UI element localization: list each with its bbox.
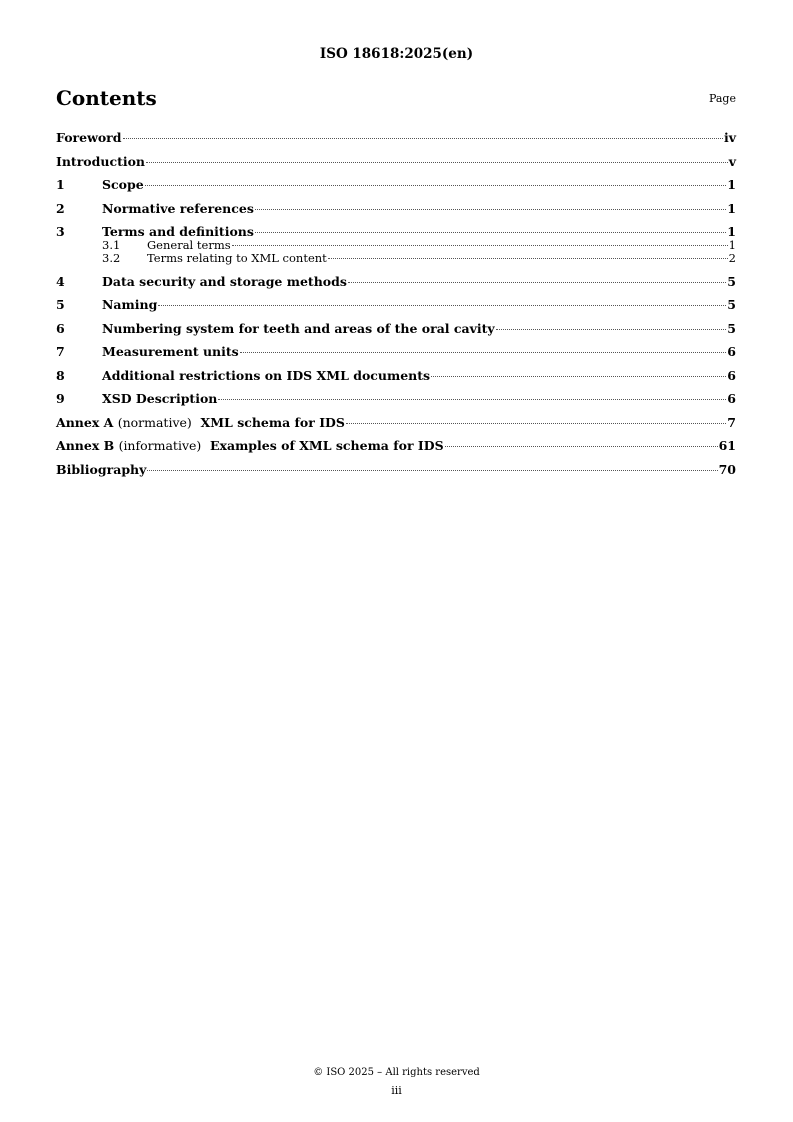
annex-label: Annex A — [56, 414, 114, 430]
toc-entry-clause-9[interactable] — [56, 391, 736, 406]
toc-subentry-title: Terms relating to XML content — [147, 251, 327, 265]
toc-entry-clause-3[interactable] — [56, 224, 736, 239]
toc-entry-page: 1 — [727, 200, 736, 216]
annex-title: Examples of XML schema for IDS — [210, 438, 444, 453]
toc-entry-page: 7 — [727, 414, 736, 430]
leader-dots — [218, 399, 726, 400]
toc-entry-title: Normative references — [102, 200, 254, 216]
annex-label: Annex B — [56, 438, 115, 453]
annex-type: (informative) — [118, 438, 202, 453]
toc-subentry-number: 3.1 — [102, 238, 121, 252]
document-id-header: ISO 18618:2025(en) — [319, 46, 474, 62]
toc-entry-clause-2[interactable] — [56, 201, 736, 216]
toc-entry-annex-b[interactable] — [56, 438, 736, 453]
toc-entry-page: 5 — [727, 273, 736, 289]
toc-subentry-number: 3.2 — [102, 251, 121, 265]
toc-entry-title: Introduction — [56, 153, 146, 169]
leader-dots — [348, 282, 726, 283]
table-of-contents — [56, 130, 736, 485]
toc-entry-title: Naming — [102, 297, 158, 312]
toc-entry-clause-4[interactable] — [56, 274, 736, 289]
toc-subentry-page: 2 — [728, 251, 736, 265]
toc-entry-title: Foreword — [56, 130, 122, 145]
toc-entry-number: 5 — [56, 297, 65, 312]
leader-dots — [496, 329, 727, 330]
toc-subentries-clause-3 — [56, 239, 736, 265]
leader-dots — [145, 185, 727, 186]
toc-entry-title: Terms and definitions — [102, 224, 254, 239]
toc-entry-number: 8 — [56, 367, 65, 383]
toc-entry-introduction[interactable] — [56, 154, 736, 169]
toc-entry-page: v — [728, 153, 736, 169]
toc-entry-foreword[interactable] — [56, 130, 736, 145]
toc-entry-title: Data security and storage methods — [102, 273, 347, 289]
toc-entry-clause-1[interactable] — [56, 177, 736, 192]
page-number: iii — [391, 1084, 402, 1097]
toc-subentry-page: 1 — [728, 238, 736, 252]
toc-entry-clause-7[interactable] — [56, 344, 736, 359]
leader-dots — [158, 305, 726, 306]
toc-entry-number: 7 — [56, 344, 65, 359]
toc-entry-clause-5[interactable] — [56, 297, 736, 312]
toc-entry-number: 9 — [56, 391, 65, 406]
toc-entry-title: Measurement units — [102, 344, 239, 359]
copyright-notice: © ISO 2025 – All rights reserved — [313, 1067, 480, 1078]
toc-entry-title: Additional restrictions on IDS XML documents — [102, 367, 431, 383]
toc-entry-page: 70 — [718, 461, 736, 477]
toc-entry-page: 1 — [727, 177, 736, 192]
toc-entry-number: 4 — [56, 273, 65, 289]
toc-entry-page: 6 — [727, 391, 736, 406]
toc-entry-page: 1 — [727, 224, 736, 239]
toc-entry-clause-8[interactable] — [56, 368, 736, 383]
toc-entry-page: 5 — [727, 297, 736, 312]
leader-dots — [445, 446, 718, 447]
leader-dots — [147, 470, 717, 471]
toc-entry-number: 6 — [56, 320, 65, 336]
leader-dots — [240, 352, 727, 353]
leader-dots — [431, 376, 726, 377]
toc-entry-title: Numbering system for teeth and areas of the oral cavity — [102, 320, 495, 336]
annex-type: (normative) — [117, 414, 192, 430]
leader-dots — [255, 209, 726, 210]
contents-title: Contents — [56, 86, 157, 110]
leader-dots — [232, 245, 728, 246]
toc-annex-heading — [56, 415, 345, 430]
toc-annex-heading — [56, 438, 444, 453]
toc-entry-title: Scope — [102, 177, 144, 192]
leader-dots — [255, 232, 726, 233]
toc-entry-title: Bibliography — [56, 461, 147, 477]
toc-subentry-3-2[interactable] — [56, 252, 736, 265]
page-column-label: Page — [708, 92, 736, 105]
toc-entry-annex-a[interactable] — [56, 415, 736, 430]
toc-entry-page: 61 — [718, 438, 736, 453]
toc-entry-page: 5 — [727, 320, 736, 336]
leader-dots — [146, 162, 728, 163]
toc-entry-number: 2 — [56, 200, 65, 216]
toc-subentry-title: General terms — [147, 238, 231, 252]
toc-entry-bibliography[interactable] — [56, 462, 736, 477]
toc-entry-clause-6[interactable] — [56, 321, 736, 336]
toc-entry-title: XSD Description — [102, 391, 218, 406]
annex-title: XML schema for IDS — [200, 414, 345, 430]
toc-entry-page: iv — [723, 130, 736, 145]
toc-entry-page: 6 — [727, 344, 736, 359]
leader-dots — [346, 423, 726, 424]
toc-entry-number: 1 — [56, 177, 65, 192]
leader-dots — [328, 258, 728, 259]
toc-entry-number: 3 — [56, 224, 65, 239]
leader-dots — [123, 138, 723, 139]
toc-entry-page: 6 — [727, 367, 736, 383]
